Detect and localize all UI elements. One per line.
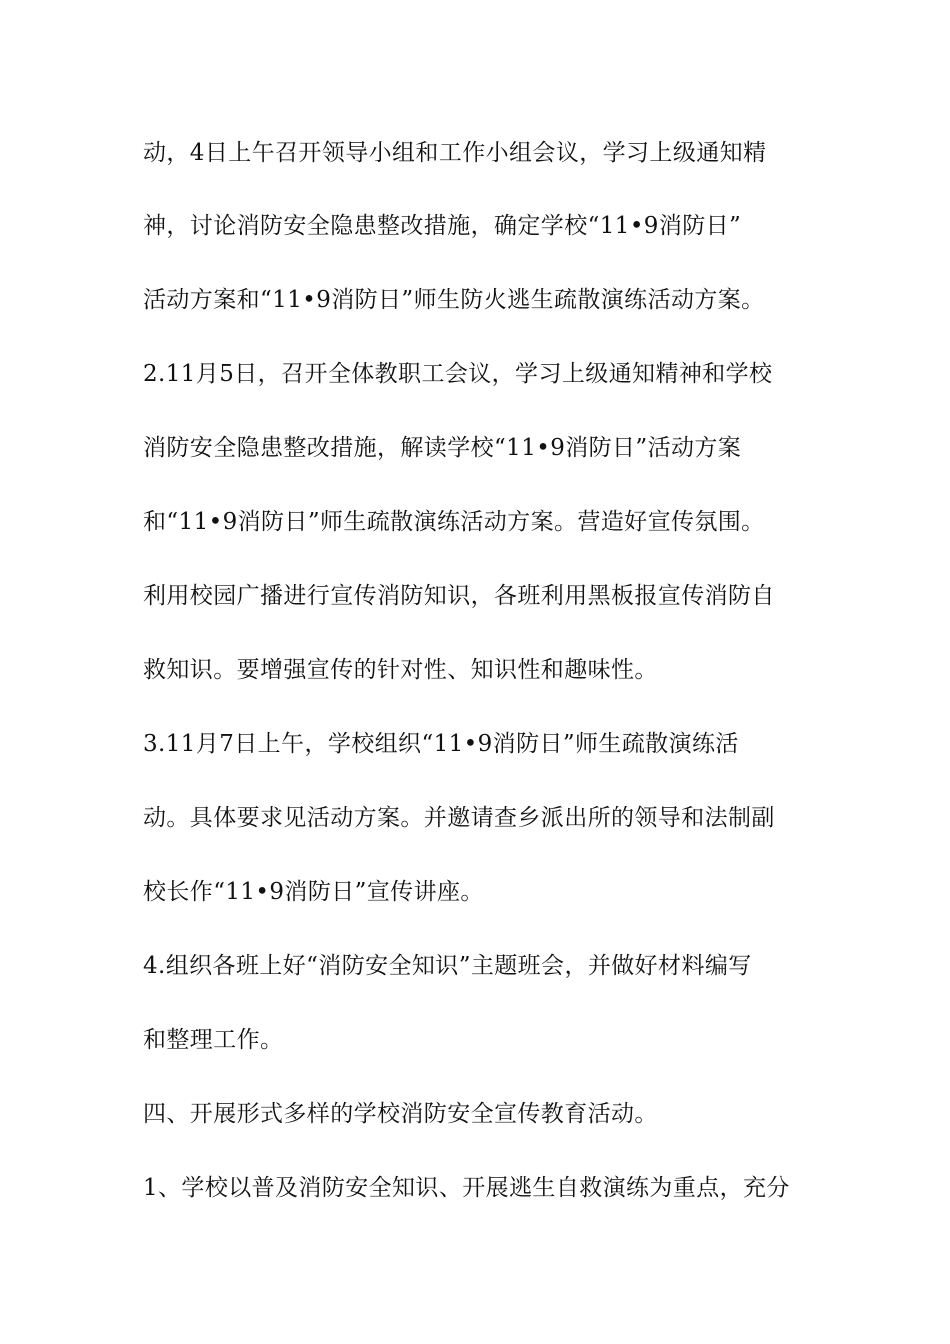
text-line: 校长作“11•9消防日”宣传讲座。 [143,879,484,905]
text-line: 利用校园广播进行宣传消防知识，各班利用黑板报宣传消防自 [143,583,775,609]
text-line: 动。具体要求见活动方案。并邀请查乡派出所的领导和法制副 [143,805,775,831]
text-line: 1、学校以普及消防安全知识、开展逃生自救演练为重点，充分 [143,1175,790,1201]
text-line: 和“11•9消防日”师生疏散演练活动方案。营造好宣传氛围。 [143,509,765,535]
text-line: 神，讨论消防安全隐患整改措施，确定学校“11•9消防日” [143,213,742,239]
text-line: 3.11月7日上午，学校组织“11•9消防日”师生疏散演练活 [143,731,739,757]
text-line: 动，4日上午召开领导小组和工作小组会议，学习上级通知精 [143,140,767,166]
text-line: 和整理工作。 [143,1027,284,1053]
section-heading: 四、开展形式多样的学校消防安全宣传教育活动。 [143,1101,658,1127]
text-line: 2.11月5日，召开全体教职工会议，学习上级通知精神和学校 [143,361,773,387]
text-line: 消防安全隐患整改措施，解读学校“11•9消防日”活动方案 [143,435,742,461]
text-line: 救知识。要增强宣传的针对性、知识性和趣味性。 [143,657,658,683]
text-line: 活动方案和“11•9消防日”师生防火逃生疏散演练活动方案。 [143,287,765,313]
text-line: 4.组织各班上好“消防安全知识”主题班会，并做好材料编写 [143,953,752,979]
